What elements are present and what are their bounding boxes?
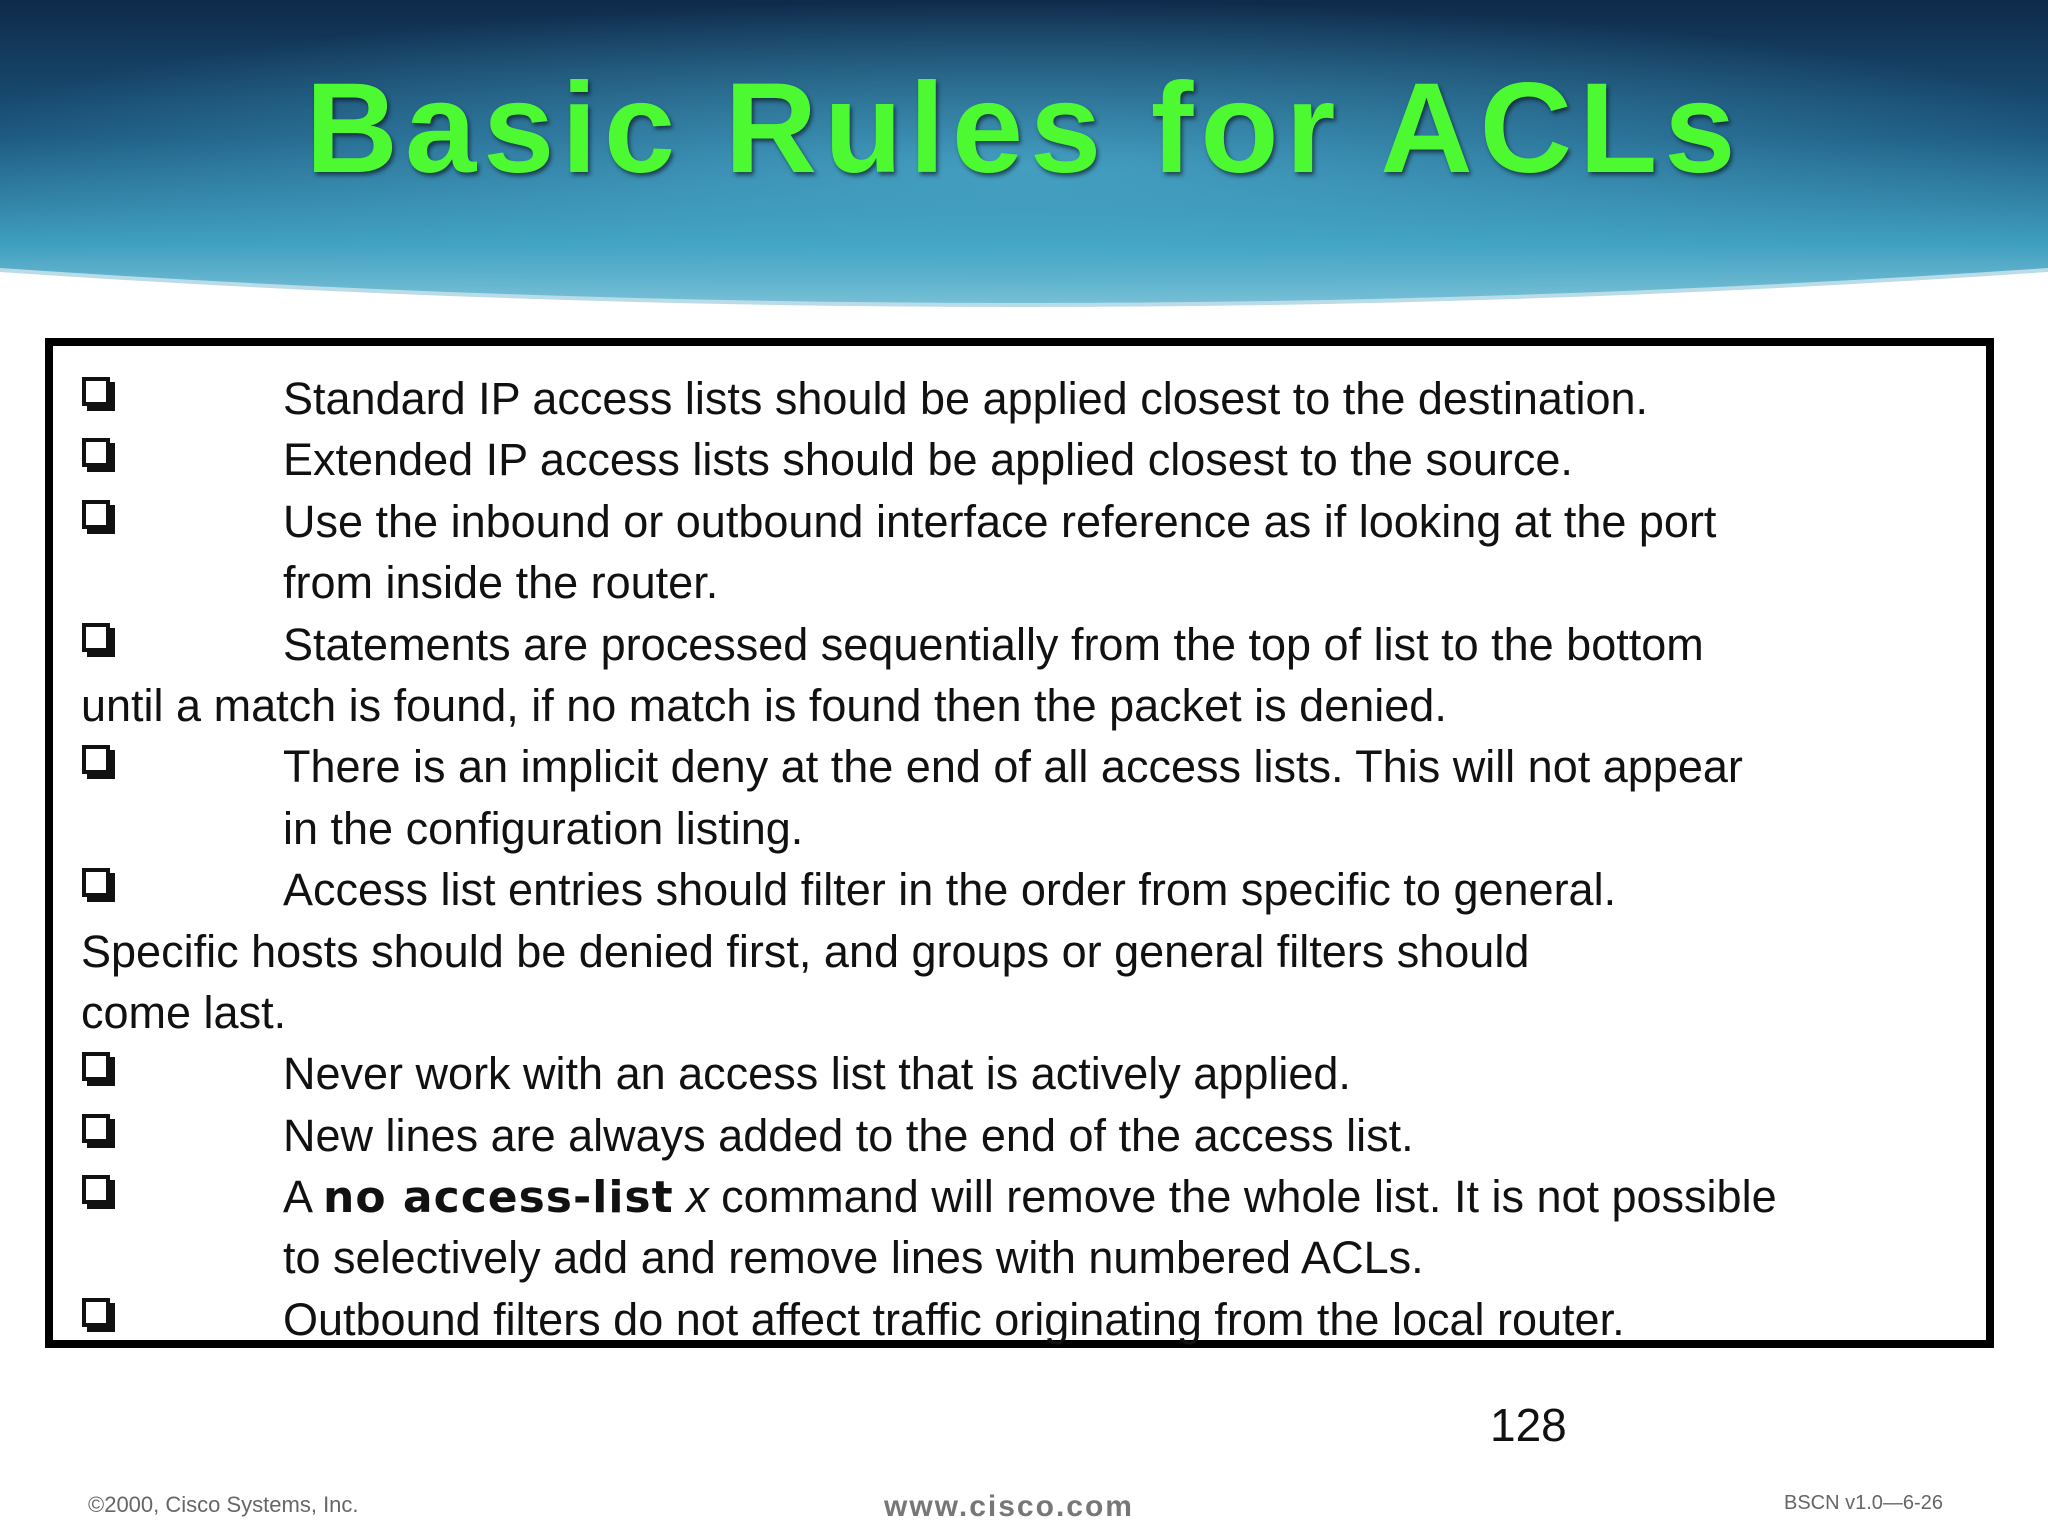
checkbox-bullet-icon bbox=[82, 438, 110, 467]
rule-continuation-text: to selectively add and remove lines with numbered ACLs. bbox=[283, 1232, 1424, 1284]
rule-text bbox=[283, 1043, 1351, 1104]
rule-continuation bbox=[53, 982, 1986, 1043]
rule-item bbox=[53, 1043, 1986, 1104]
rule-item bbox=[53, 736, 1986, 797]
rule-text-part: command will remove the whole list. It is not possible bbox=[708, 1171, 1777, 1223]
footer-copyright: ©2000, Cisco Systems, Inc. bbox=[88, 1492, 359, 1517]
rule-item bbox=[53, 614, 1986, 675]
rule-continuation-text: Specific hosts should be denied first, and groups or general filters should bbox=[81, 925, 1530, 977]
rule-text bbox=[283, 614, 1704, 675]
rule-continuation-text: in the configuration listing. bbox=[283, 802, 804, 854]
rule-text-part: Use the inbound or outbound interface reference as if looking at the port bbox=[283, 495, 1717, 547]
rule-text-part: Never work with an access list that is actively applied. bbox=[283, 1048, 1351, 1100]
rule-continuation-text: from inside the router. bbox=[283, 557, 719, 609]
checkbox-bullet-icon bbox=[82, 1298, 110, 1327]
rule-text-part bbox=[674, 1171, 687, 1222]
rule-continuation bbox=[53, 798, 1986, 859]
rule-text bbox=[283, 1166, 1777, 1228]
rule-item bbox=[53, 368, 1986, 429]
slide-title: Basic Rules for ACLs bbox=[305, 57, 1743, 200]
checkbox-bullet-icon bbox=[82, 1175, 110, 1204]
rule-text-part: A bbox=[283, 1171, 324, 1223]
rule-continuation bbox=[53, 552, 1986, 613]
rule-text-part: Extended IP access lists should be applied closest to the source. bbox=[283, 434, 1573, 486]
rule-text bbox=[283, 368, 1648, 429]
rule-text-part: Outbound filters do not affect traffic originating from the local router. bbox=[283, 1293, 1625, 1345]
rule-continuation-text: come last. bbox=[81, 986, 287, 1038]
rule-text bbox=[283, 1105, 1414, 1166]
command-text: no access-list bbox=[323, 1172, 674, 1224]
checkbox-bullet-icon bbox=[82, 1052, 110, 1081]
rule-item bbox=[53, 1289, 1986, 1350]
rule-text bbox=[283, 859, 1616, 920]
rule-continuation bbox=[53, 1227, 1986, 1288]
page-number: 128 bbox=[1490, 1399, 1567, 1451]
rule-text-part: There is an implicit deny at the end of all access lists. This will not appear bbox=[283, 741, 1743, 793]
rule-continuation-text: until a match is found, if no match is found then the packet is denied. bbox=[81, 679, 1447, 731]
slide-header-banner bbox=[0, 0, 2048, 340]
rule-continuation bbox=[53, 675, 1986, 736]
checkbox-bullet-icon bbox=[82, 377, 110, 406]
checkbox-bullet-icon bbox=[82, 500, 110, 529]
checkbox-bullet-icon bbox=[82, 623, 110, 652]
rule-item bbox=[53, 429, 1986, 490]
footer-course-code: BSCN v1.0—6-26 bbox=[1784, 1492, 1943, 1514]
rule-text-part: Access list entries should filter in the order from specific to general. bbox=[283, 864, 1617, 916]
rule-item bbox=[53, 491, 1986, 552]
rule-item bbox=[53, 1105, 1986, 1166]
checkbox-bullet-icon bbox=[82, 745, 110, 774]
checkbox-bullet-icon bbox=[82, 868, 110, 897]
rule-text bbox=[283, 491, 1716, 552]
rule-text-part: Standard IP access lists should be applied closest to the destination. bbox=[283, 373, 1649, 424]
rule-text-part: Statements are processed sequentially from the top of list to the bottom bbox=[283, 618, 1704, 670]
rule-item bbox=[53, 859, 1986, 920]
rule-text bbox=[283, 1289, 1625, 1350]
rule-item bbox=[53, 1166, 1986, 1227]
rule-text bbox=[283, 429, 1573, 490]
rule-continuation bbox=[53, 921, 1986, 982]
rule-text bbox=[283, 736, 1743, 797]
checkbox-bullet-icon bbox=[82, 1114, 110, 1143]
rule-text-part: New lines are always added to the end of the access list. bbox=[283, 1109, 1414, 1161]
rules-box bbox=[45, 338, 1994, 1348]
variable-text: x bbox=[686, 1171, 709, 1223]
footer-url: www.cisco.com bbox=[884, 1490, 1134, 1523]
